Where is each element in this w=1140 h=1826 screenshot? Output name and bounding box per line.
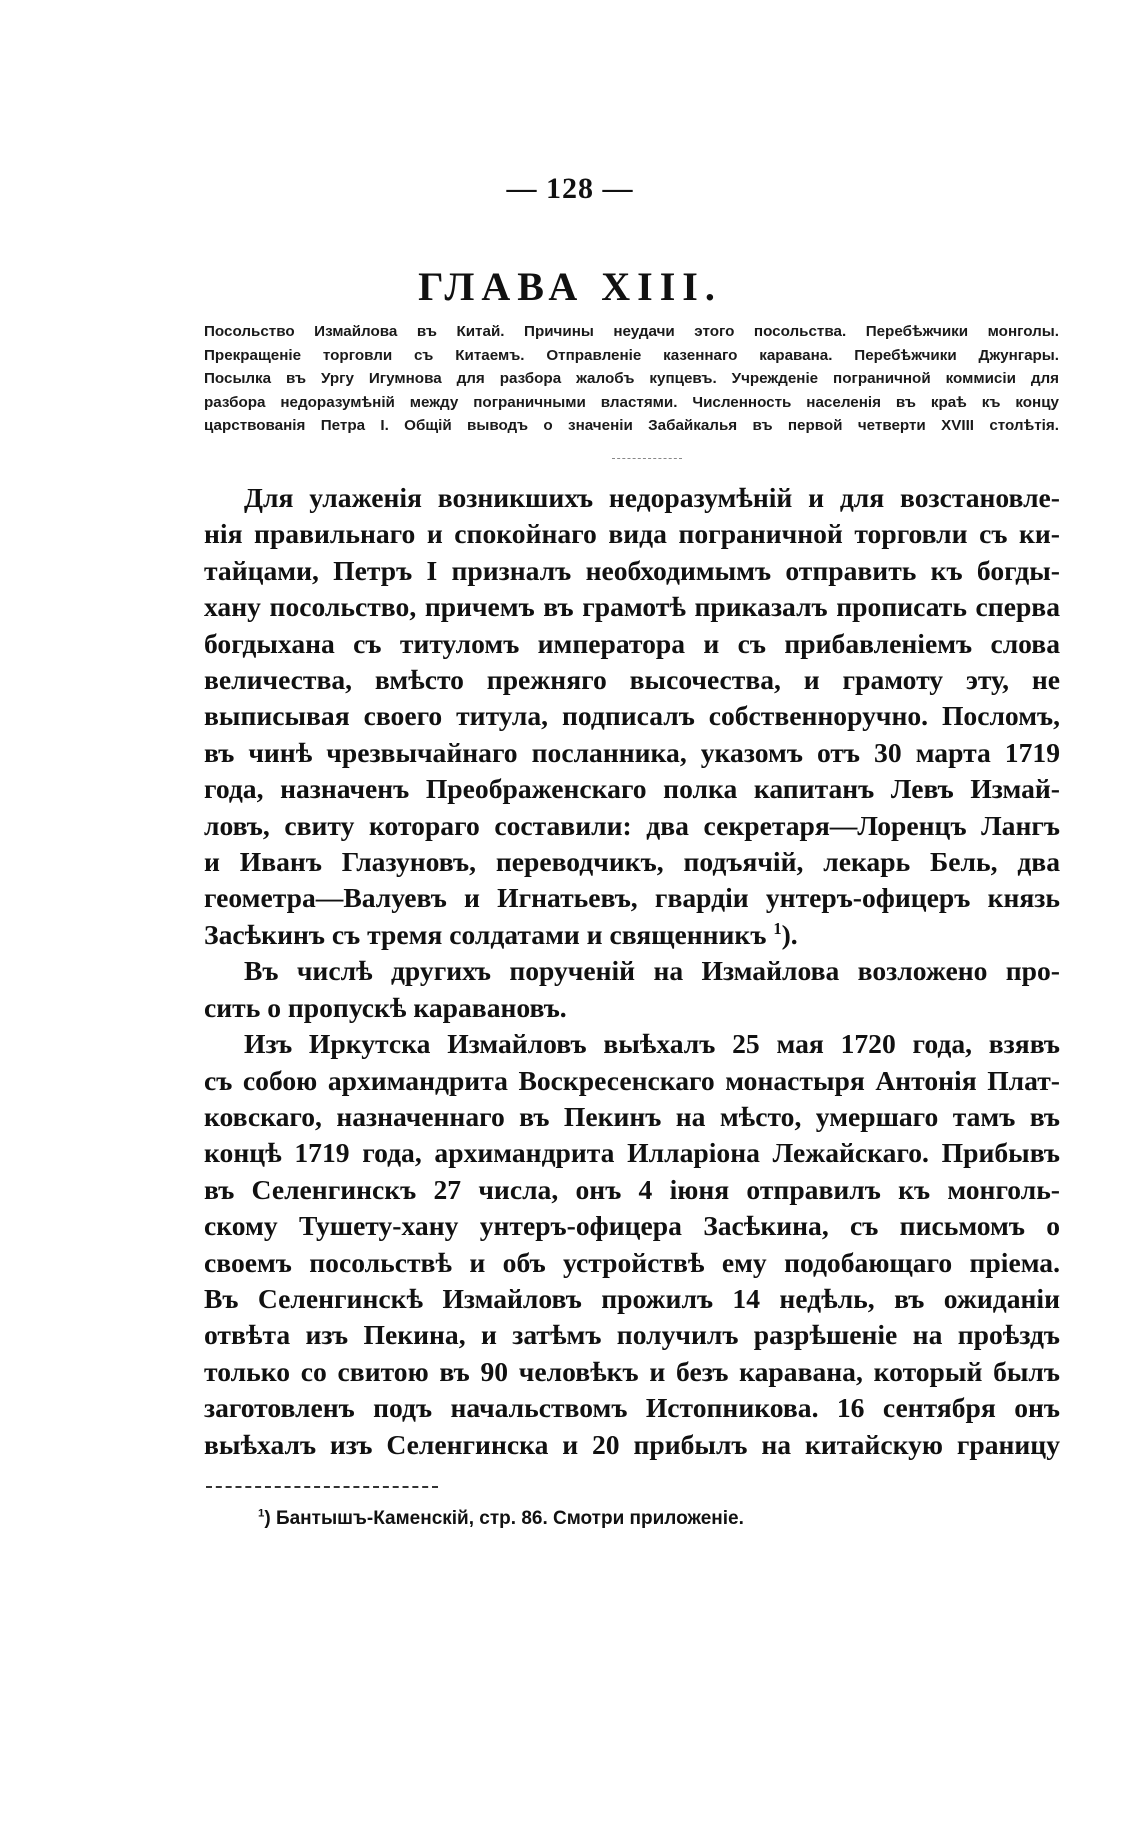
text-line: ловъ, свиту котораго составили: два секретаря—Лоренцъ Лангъ <box>204 809 1060 841</box>
section-divider <box>612 458 682 459</box>
text-line: Въ Селенгинскѣ Измайловъ прожилъ 14 недѣль, въ ожиданіи <box>204 1282 1060 1314</box>
chapter-summary <box>204 320 1059 438</box>
text-line: отвѣта изъ Пекина, и затѣмъ получилъ разрѣшеніе на проѣздъ <box>204 1319 1060 1351</box>
text-line: ковскаго, назначеннаго въ Пекинъ на мѣсто, умершаго тамъ въ <box>204 1100 1060 1132</box>
summary-line: Посылка въ Ургу Игумнова для разбора жалобъ купцевъ. Учрежденіе пограничной коммисіи для <box>204 370 1059 387</box>
text-line: геометра—Валуевъ и Игнатьевъ, гвардіи унтеръ-офицеръ князь <box>204 882 1060 914</box>
text-line: Изъ Иркутска Измайловъ выѣхалъ 25 мая 1720 года, взявъ <box>244 1028 1060 1060</box>
chapter-title: ГЛАВА XIII. <box>418 264 722 309</box>
footnote-text: ) Бантышъ-Каменскій, стр. 86. Смотри приложеніе. <box>264 1508 744 1529</box>
footnote-divider <box>206 1486 438 1488</box>
text-line: величества, вмѣсто прежняго высочества, и грамоту эту, не <box>204 664 1060 696</box>
text-line: выписывая своего титула, подписалъ собственноручно. Посломъ, <box>204 700 1060 732</box>
text-line: сить о пропускѣ каравановъ. <box>204 991 567 1023</box>
paragraph-2 <box>204 953 1060 1026</box>
text-line: заготовленъ подъ начальствомъ Истопникова. 16 сентября онъ <box>204 1392 1060 1424</box>
text-line: только со свитою въ 90 человѣкъ и безъ каравана, который былъ <box>204 1355 1060 1387</box>
summary-line: разбора недоразумѣній между пограничными властями. Численность населенія въ краѣ къ концу <box>204 393 1059 411</box>
text-line: своемъ посольствѣ и объ устройствѣ ему подобающаго пріема. <box>204 1246 1060 1278</box>
text-line: года, назначенъ Преображенскаго полка капитанъ Левъ Измай- <box>204 773 1060 805</box>
paragraph-1 <box>204 480 1060 953</box>
text-line <box>204 917 1060 953</box>
text-line: съ собою архимандрита Воскресенскаго монастыря Антонія Плат- <box>204 1064 1060 1096</box>
summary-line: царствованія Петра I. Общій выводъ о значеніи Забайкалья въ первой четверти XVIII столѣтія. <box>204 417 1059 434</box>
paragraph-3 <box>204 1026 1060 1463</box>
text-line: Въ числѣ другихъ порученій на Измайлова возложено про- <box>244 955 1060 987</box>
text-line: въ чинѣ чрезвычайнаго посланника, указомъ отъ 30 марта 1719 <box>204 736 1060 768</box>
text-line: концѣ 1719 года, архимандрита Илларіона Лежайскаго. Прибывъ <box>204 1137 1060 1169</box>
text-line: богдыхана съ титуломъ императора и съ прибавленіемъ слова <box>204 627 1060 659</box>
text-line: нія правильнаго и спокойнаго вида пограничной торговли съ ки- <box>204 518 1060 550</box>
text-line: тайцами, Петръ I призналъ необходимымъ отправить къ богды- <box>204 554 1060 586</box>
text-line: Для улаженія возникшихъ недоразумѣній и для возстановле- <box>244 482 1060 513</box>
summary-line: Посольство Измайлова въ Китай. Причины неудачи этого посольства. Перебѣжчики монголы. <box>204 323 1059 340</box>
text-line: хану посольство, причемъ въ грамотѣ приказалъ прописать сперва <box>204 591 1060 623</box>
footnote <box>258 1508 744 1530</box>
text-line: скому Тушету-хану унтеръ-офицера Засѣкина, съ письмомъ о <box>204 1210 1060 1242</box>
page-number: — 128 — <box>506 172 634 205</box>
footnote-reference[interactable]: 1 <box>773 918 782 938</box>
text-line: и Иванъ Глазуновъ, переводчикъ, подъячій, лекарь Бель, два <box>204 846 1060 878</box>
text-line-tail: ). <box>781 918 798 950</box>
footnote-mark: 1 <box>258 1507 265 1520</box>
body-text <box>204 480 1060 1463</box>
text-line-content: Засѣкинъ съ тремя солдатами и священникъ <box>204 918 767 950</box>
summary-line: Прекращеніе торговли съ Китаемъ. Отправленіе казеннаго каравана. Перебѣжчики Джунгары. <box>204 346 1059 364</box>
text-line: выѣхалъ изъ Селенгинска и 20 прибылъ на китайскую границу <box>204 1428 1060 1460</box>
text-line: въ Селенгинскъ 27 числа, онъ 4 іюня отправилъ къ монголь- <box>204 1173 1060 1205</box>
